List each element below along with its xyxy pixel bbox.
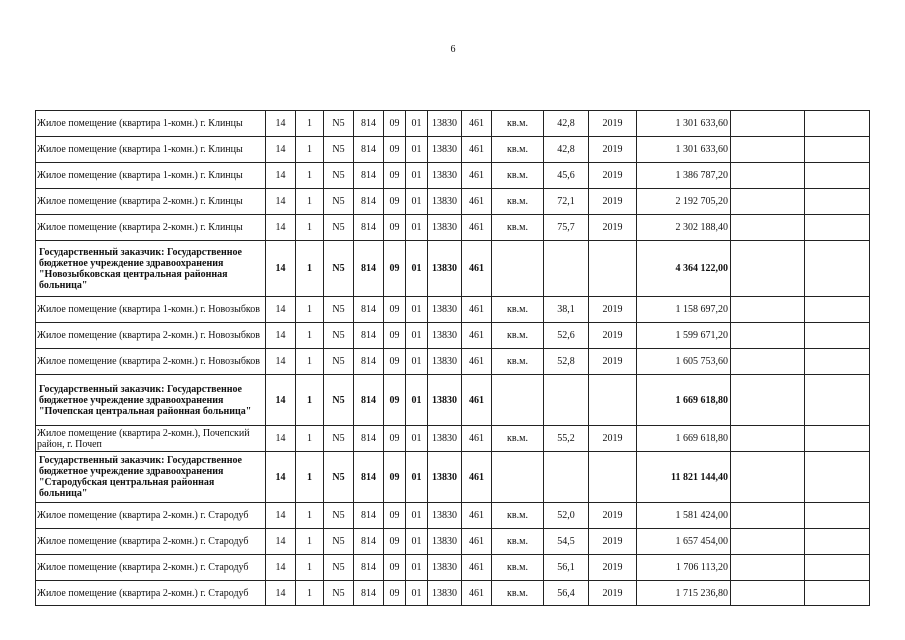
cell-amount: 1 158 697,20	[637, 297, 731, 323]
table-row	[36, 215, 870, 241]
cell-subchapter: 01	[406, 555, 428, 581]
row-description: Государственный заказчик: Государственное бюджетное учреждение здравоохранения "Почепская центральная районная больница"	[36, 375, 266, 426]
cell-direction: 13830	[428, 529, 462, 555]
table-row	[36, 323, 870, 349]
cell-direction: 13830	[428, 323, 462, 349]
cell-year: 2019	[589, 581, 637, 606]
cell-section: 14	[266, 137, 296, 163]
cell-area: 55,2	[544, 426, 589, 452]
customer-header-row	[36, 375, 870, 426]
row-description: Жилое помещение (квартира 2-комн.) г. Стародуб	[36, 529, 266, 555]
empty-cell	[731, 189, 805, 215]
cell-year: 2019	[589, 323, 637, 349]
cell-unit: кв.м.	[492, 529, 544, 555]
cell-year: 2019	[589, 529, 637, 555]
empty-cell	[805, 503, 870, 529]
cell-section: 14	[266, 452, 296, 503]
cell-subchapter: 01	[406, 426, 428, 452]
table-row	[36, 189, 870, 215]
table-row	[36, 529, 870, 555]
cell-subsection: 1	[296, 375, 324, 426]
cell-expense-type: 461	[462, 503, 492, 529]
cell-chapter: 09	[384, 215, 406, 241]
cell-year: 2019	[589, 137, 637, 163]
budget-table	[35, 110, 870, 606]
cell-chapter: 09	[384, 426, 406, 452]
cell-chapter: 09	[384, 529, 406, 555]
cell-subchapter: 01	[406, 297, 428, 323]
cell-area: 42,8	[544, 137, 589, 163]
cell-project: N5	[324, 426, 354, 452]
cell-expense-type: 461	[462, 323, 492, 349]
cell-direction: 13830	[428, 189, 462, 215]
empty-cell	[805, 137, 870, 163]
cell-project: N5	[324, 189, 354, 215]
cell-direction: 13830	[428, 375, 462, 426]
cell-project: N5	[324, 163, 354, 189]
cell-amount: 1 605 753,60	[637, 349, 731, 375]
cell-program: 814	[354, 163, 384, 189]
cell-year: 2019	[589, 189, 637, 215]
cell-chapter: 09	[384, 555, 406, 581]
cell-program: 814	[354, 323, 384, 349]
cell-amount: 1 706 113,20	[637, 555, 731, 581]
page-number: 6	[450, 44, 456, 55]
cell-section: 14	[266, 581, 296, 606]
cell-area: 42,8	[544, 111, 589, 137]
cell-unit: кв.м.	[492, 111, 544, 137]
customer-header-row	[36, 452, 870, 503]
cell-subchapter: 01	[406, 375, 428, 426]
empty-cell	[805, 581, 870, 606]
cell-expense-type: 461	[462, 375, 492, 426]
empty-cell	[731, 163, 805, 189]
row-description: Жилое помещение (квартира 2-комн.) г. Клинцы	[36, 215, 266, 241]
cell-subsection: 1	[296, 137, 324, 163]
cell-direction: 13830	[428, 297, 462, 323]
cell-expense-type: 461	[462, 349, 492, 375]
row-description: Государственный заказчик: Государственное бюджетное учреждение здравоохранения "Новозыбковская центральная районная больница"	[36, 241, 266, 297]
cell-program: 814	[354, 111, 384, 137]
cell-program: 814	[354, 426, 384, 452]
cell-unit: кв.м.	[492, 163, 544, 189]
cell-unit: кв.м.	[492, 503, 544, 529]
cell-section: 14	[266, 297, 296, 323]
cell-section: 14	[266, 375, 296, 426]
empty-cell	[805, 375, 870, 426]
cell-chapter: 09	[384, 189, 406, 215]
empty-cell	[731, 137, 805, 163]
cell-subsection: 1	[296, 555, 324, 581]
cell-subchapter: 01	[406, 189, 428, 215]
cell-project: N5	[324, 452, 354, 503]
cell-project: N5	[324, 349, 354, 375]
cell-area: 72,1	[544, 189, 589, 215]
cell-area: 56,4	[544, 581, 589, 606]
cell-project: N5	[324, 529, 354, 555]
cell-year	[589, 241, 637, 297]
cell-subchapter: 01	[406, 137, 428, 163]
cell-subsection: 1	[296, 163, 324, 189]
cell-program: 814	[354, 137, 384, 163]
empty-cell	[731, 111, 805, 137]
cell-program: 814	[354, 215, 384, 241]
cell-program: 814	[354, 349, 384, 375]
customer-header-row	[36, 241, 870, 297]
cell-subsection: 1	[296, 529, 324, 555]
cell-expense-type: 461	[462, 215, 492, 241]
cell-chapter: 09	[384, 323, 406, 349]
cell-direction: 13830	[428, 349, 462, 375]
cell-subchapter: 01	[406, 529, 428, 555]
cell-expense-type: 461	[462, 241, 492, 297]
empty-cell	[805, 111, 870, 137]
empty-cell	[731, 426, 805, 452]
row-description: Жилое помещение (квартира 2-комн.) г. Новозыбков	[36, 323, 266, 349]
empty-cell	[731, 529, 805, 555]
empty-cell	[731, 323, 805, 349]
table-row	[36, 349, 870, 375]
cell-unit	[492, 241, 544, 297]
cell-year: 2019	[589, 555, 637, 581]
cell-direction: 13830	[428, 163, 462, 189]
cell-project: N5	[324, 503, 354, 529]
cell-unit: кв.м.	[492, 189, 544, 215]
cell-subchapter: 01	[406, 241, 428, 297]
cell-subsection: 1	[296, 297, 324, 323]
cell-direction: 13830	[428, 111, 462, 137]
cell-expense-type: 461	[462, 529, 492, 555]
cell-subchapter: 01	[406, 215, 428, 241]
cell-subsection: 1	[296, 581, 324, 606]
cell-expense-type: 461	[462, 426, 492, 452]
cell-direction: 13830	[428, 452, 462, 503]
row-description: Жилое помещение (квартира 1-комн.) г. Клинцы	[36, 137, 266, 163]
cell-area: 52,6	[544, 323, 589, 349]
table-row	[36, 297, 870, 323]
cell-project: N5	[324, 297, 354, 323]
cell-area: 45,6	[544, 163, 589, 189]
cell-area: 38,1	[544, 297, 589, 323]
cell-unit	[492, 375, 544, 426]
table-row	[36, 426, 870, 452]
cell-subchapter: 01	[406, 163, 428, 189]
empty-cell	[805, 241, 870, 297]
table-row	[36, 503, 870, 529]
empty-cell	[805, 297, 870, 323]
cell-subsection: 1	[296, 323, 324, 349]
cell-expense-type: 461	[462, 581, 492, 606]
cell-chapter: 09	[384, 241, 406, 297]
cell-subchapter: 01	[406, 349, 428, 375]
cell-chapter: 09	[384, 375, 406, 426]
table-row	[36, 163, 870, 189]
cell-area	[544, 452, 589, 503]
cell-subsection: 1	[296, 349, 324, 375]
cell-section: 14	[266, 503, 296, 529]
cell-chapter: 09	[384, 163, 406, 189]
empty-cell	[805, 189, 870, 215]
cell-section: 14	[266, 111, 296, 137]
empty-cell	[805, 555, 870, 581]
cell-year: 2019	[589, 215, 637, 241]
cell-chapter: 09	[384, 349, 406, 375]
empty-cell	[731, 555, 805, 581]
cell-amount: 4 364 122,00	[637, 241, 731, 297]
cell-direction: 13830	[428, 426, 462, 452]
cell-year: 2019	[589, 111, 637, 137]
cell-chapter: 09	[384, 452, 406, 503]
cell-year: 2019	[589, 426, 637, 452]
cell-program: 814	[354, 189, 384, 215]
cell-amount: 11 821 144,40	[637, 452, 731, 503]
row-description: Жилое помещение (квартира 1-комн.) г. Новозыбков	[36, 297, 266, 323]
empty-cell	[731, 503, 805, 529]
empty-cell	[731, 349, 805, 375]
cell-expense-type: 461	[462, 163, 492, 189]
cell-subchapter: 01	[406, 111, 428, 137]
empty-cell	[731, 241, 805, 297]
row-description: Жилое помещение (квартира 2-комн.) г. Стародуб	[36, 503, 266, 529]
table-row	[36, 581, 870, 606]
cell-area: 54,5	[544, 529, 589, 555]
cell-section: 14	[266, 323, 296, 349]
cell-expense-type: 461	[462, 555, 492, 581]
cell-chapter: 09	[384, 297, 406, 323]
cell-direction: 13830	[428, 503, 462, 529]
cell-year	[589, 375, 637, 426]
cell-project: N5	[324, 137, 354, 163]
cell-amount: 1 599 671,20	[637, 323, 731, 349]
cell-unit: кв.м.	[492, 426, 544, 452]
cell-unit: кв.м.	[492, 297, 544, 323]
cell-unit: кв.м.	[492, 215, 544, 241]
cell-unit: кв.м.	[492, 323, 544, 349]
cell-unit	[492, 452, 544, 503]
row-description: Жилое помещение (квартира 2-комн.), Почепский район, г. Почеп	[36, 426, 266, 452]
cell-expense-type: 461	[462, 189, 492, 215]
cell-program: 814	[354, 241, 384, 297]
cell-subsection: 1	[296, 452, 324, 503]
row-description: Жилое помещение (квартира 1-комн.) г. Клинцы	[36, 163, 266, 189]
cell-subsection: 1	[296, 503, 324, 529]
cell-project: N5	[324, 581, 354, 606]
cell-amount: 1 657 454,00	[637, 529, 731, 555]
cell-year: 2019	[589, 503, 637, 529]
cell-project: N5	[324, 215, 354, 241]
cell-section: 14	[266, 189, 296, 215]
empty-cell	[805, 323, 870, 349]
row-description: Жилое помещение (квартира 2-комн.) г. Новозыбков	[36, 349, 266, 375]
row-description: Жилое помещение (квартира 2-комн.) г. Клинцы	[36, 189, 266, 215]
cell-unit: кв.м.	[492, 137, 544, 163]
cell-year	[589, 452, 637, 503]
cell-direction: 13830	[428, 581, 462, 606]
empty-cell	[731, 452, 805, 503]
cell-amount: 1 581 424,00	[637, 503, 731, 529]
cell-subsection: 1	[296, 241, 324, 297]
table-row	[36, 555, 870, 581]
cell-subchapter: 01	[406, 503, 428, 529]
table-body	[36, 111, 870, 606]
cell-section: 14	[266, 215, 296, 241]
cell-program: 814	[354, 375, 384, 426]
cell-program: 814	[354, 452, 384, 503]
cell-program: 814	[354, 503, 384, 529]
empty-cell	[805, 349, 870, 375]
cell-section: 14	[266, 426, 296, 452]
empty-cell	[731, 581, 805, 606]
cell-subchapter: 01	[406, 452, 428, 503]
cell-project: N5	[324, 111, 354, 137]
cell-chapter: 09	[384, 503, 406, 529]
row-description: Государственный заказчик: Государственное бюджетное учреждение здравоохранения "Стародубская центральная районная больница"	[36, 452, 266, 503]
empty-cell	[731, 215, 805, 241]
empty-cell	[805, 163, 870, 189]
cell-amount: 1 386 787,20	[637, 163, 731, 189]
cell-program: 814	[354, 555, 384, 581]
cell-area	[544, 375, 589, 426]
empty-cell	[731, 297, 805, 323]
cell-subsection: 1	[296, 215, 324, 241]
cell-subsection: 1	[296, 111, 324, 137]
empty-cell	[805, 215, 870, 241]
cell-section: 14	[266, 241, 296, 297]
cell-unit: кв.м.	[492, 555, 544, 581]
cell-expense-type: 461	[462, 137, 492, 163]
cell-area: 75,7	[544, 215, 589, 241]
cell-section: 14	[266, 529, 296, 555]
row-description: Жилое помещение (квартира 1-комн.) г. Клинцы	[36, 111, 266, 137]
cell-area	[544, 241, 589, 297]
empty-cell	[805, 452, 870, 503]
cell-area: 52,8	[544, 349, 589, 375]
cell-year: 2019	[589, 297, 637, 323]
table-row	[36, 137, 870, 163]
table-row	[36, 111, 870, 137]
cell-expense-type: 461	[462, 111, 492, 137]
cell-subsection: 1	[296, 189, 324, 215]
row-description: Жилое помещение (квартира 2-комн.) г. Стародуб	[36, 555, 266, 581]
cell-amount: 1 301 633,60	[637, 137, 731, 163]
cell-section: 14	[266, 163, 296, 189]
cell-amount: 2 302 188,40	[637, 215, 731, 241]
cell-direction: 13830	[428, 137, 462, 163]
cell-unit: кв.м.	[492, 349, 544, 375]
empty-cell	[805, 529, 870, 555]
cell-program: 814	[354, 529, 384, 555]
cell-section: 14	[266, 349, 296, 375]
empty-cell	[805, 426, 870, 452]
cell-project: N5	[324, 323, 354, 349]
cell-direction: 13830	[428, 241, 462, 297]
cell-chapter: 09	[384, 581, 406, 606]
cell-subsection: 1	[296, 426, 324, 452]
cell-program: 814	[354, 297, 384, 323]
row-description: Жилое помещение (квартира 2-комн.) г. Стародуб	[36, 581, 266, 606]
cell-area: 52,0	[544, 503, 589, 529]
cell-subchapter: 01	[406, 581, 428, 606]
cell-unit: кв.м.	[492, 581, 544, 606]
cell-expense-type: 461	[462, 452, 492, 503]
cell-direction: 13830	[428, 555, 462, 581]
cell-year: 2019	[589, 349, 637, 375]
cell-area: 56,1	[544, 555, 589, 581]
cell-amount: 1 669 618,80	[637, 375, 731, 426]
empty-cell	[731, 375, 805, 426]
cell-chapter: 09	[384, 137, 406, 163]
cell-expense-type: 461	[462, 297, 492, 323]
cell-year: 2019	[589, 163, 637, 189]
cell-program: 814	[354, 581, 384, 606]
cell-project: N5	[324, 555, 354, 581]
cell-direction: 13830	[428, 215, 462, 241]
cell-amount: 2 192 705,20	[637, 189, 731, 215]
cell-project: N5	[324, 241, 354, 297]
cell-chapter: 09	[384, 111, 406, 137]
cell-amount: 1 715 236,80	[637, 581, 731, 606]
cell-amount: 1 669 618,80	[637, 426, 731, 452]
cell-project: N5	[324, 375, 354, 426]
cell-section: 14	[266, 555, 296, 581]
cell-amount: 1 301 633,60	[637, 111, 731, 137]
cell-subchapter: 01	[406, 323, 428, 349]
